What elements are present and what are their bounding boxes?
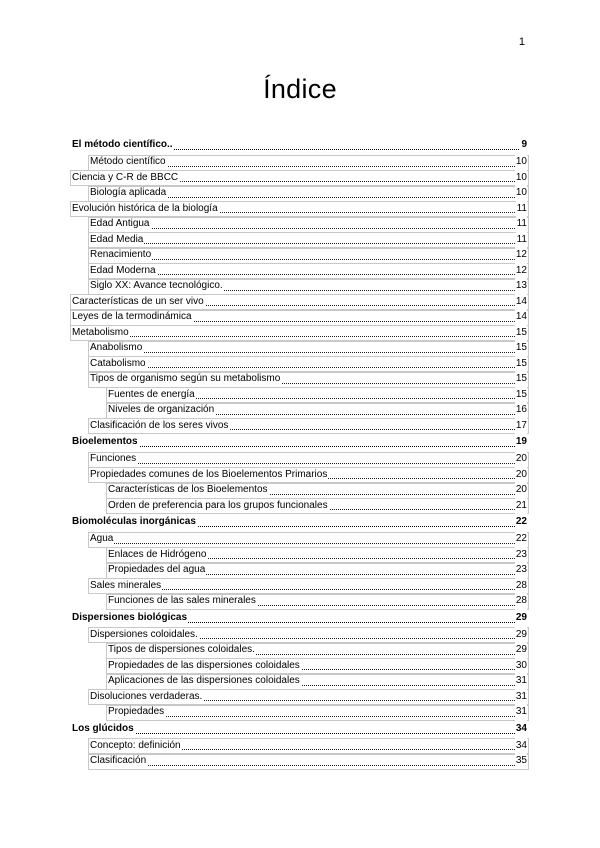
toc-entry-label: Biomoléculas inorgánicas [72, 516, 196, 527]
toc-entry-label: Características de un ser vivo [72, 295, 204, 307]
toc-entry-label: Tipos de organismo según su metabolismo [90, 373, 281, 384]
toc-entry-label: Niveles de organización [108, 404, 215, 415]
toc-entry-page: 16 [515, 402, 527, 418]
toc-entry-label: Dispersiones biológicas [72, 611, 188, 623]
toc-entry-page: 28 [515, 578, 527, 594]
toc-leader-dots [90, 352, 527, 353]
page-title: Índice [263, 74, 337, 104]
toc-entry-label: Enlaces de Hidrógeno [108, 548, 207, 560]
toc-entry[interactable] [72, 513, 527, 531]
toc-entry-page: 28 [515, 593, 527, 609]
toc-entry-page: 13 [515, 278, 527, 294]
toc-link-frame [88, 532, 529, 548]
toc-entry-page: 31 [515, 689, 527, 705]
toc-entry-label: El método científico.. [72, 139, 173, 150]
toc-entry-label: Biología aplicada [90, 187, 167, 198]
toc-leader-dots [72, 733, 527, 734]
toc-leader-dots [90, 463, 527, 464]
toc-entry-label: Leyes de la termodinámica [72, 311, 192, 322]
toc-entry-page: 11 [516, 232, 527, 248]
toc-entry-label: Evolución histórica de la biología [72, 202, 218, 214]
toc-entry-label: Dispersiones coloidales. [90, 628, 198, 640]
toc-leader-dots [90, 243, 527, 244]
toc-leader-dots [90, 228, 527, 229]
toc-entry-page: 14 [515, 294, 527, 310]
toc-entry-label: Orden de preferencia para los grupos funcionales [108, 499, 328, 511]
toc-entry-page: 15 [515, 371, 527, 387]
toc-entry-page: 35 [515, 753, 527, 769]
toc-entry[interactable] [72, 136, 527, 154]
toc-link-frame [88, 232, 529, 248]
toc-entry-label: Funciones de las sales minerales [108, 595, 256, 606]
toc-entry-label: Anabolismo [90, 342, 143, 353]
toc-entry-page: 19 [515, 433, 527, 451]
toc-entry-page: 12 [515, 263, 527, 279]
toc-entry-label: Concepto: definición [90, 739, 181, 751]
toc-link-frame [88, 248, 529, 264]
page-number: 1 [518, 36, 525, 48]
toc-entry-page: 22 [515, 513, 527, 531]
toc-entry-page: 10 [515, 154, 527, 170]
toc-entry-page: 29 [515, 642, 527, 658]
toc-leader-dots [90, 259, 527, 260]
toc-entry-page: 20 [515, 482, 527, 498]
toc-entry-label: Funciones [90, 453, 137, 464]
toc-entry-label: Clasificación de los seres vivos [90, 419, 229, 431]
toc-entry-label: Tipos de dispersiones coloidales. [108, 644, 255, 655]
toc-leader-dots [90, 765, 527, 766]
toc-entry-label: Método científico [90, 156, 166, 167]
toc-entry-page: 21 [515, 498, 527, 514]
toc-entry-page: 11 [516, 201, 527, 217]
toc-entry-page: 34 [515, 720, 527, 738]
toc-link-frame [88, 356, 529, 372]
toc-entry-label: Catabolismo [90, 357, 146, 369]
toc-entry-page: 15 [515, 356, 527, 372]
toc-entry-page: 31 [515, 704, 527, 720]
toc-entry-page: 12 [515, 247, 527, 263]
toc-entry[interactable] [72, 720, 527, 738]
toc-entry-label: Edad Antigua [90, 218, 150, 229]
toc-entry-label: Agua [90, 533, 114, 544]
toc-entry-label: Sales minerales [90, 579, 162, 591]
toc-leader-dots [72, 336, 527, 337]
toc-entry-page: 30 [515, 658, 527, 674]
table-of-contents [72, 136, 527, 769]
toc-entry-page: 23 [515, 562, 527, 578]
toc-entry-page: 34 [515, 738, 527, 754]
toc-entry-label: Propiedades de las dispersiones coloidales [108, 659, 300, 671]
toc-entry-page: 10 [515, 185, 527, 201]
toc-link-frame [88, 341, 529, 357]
toc-entry-page: 20 [515, 451, 527, 467]
toc-entry-label: Disoluciones verdaderas. [90, 690, 203, 702]
toc-entry-label: Propiedades [108, 706, 165, 717]
toc-entry-page: 31 [515, 673, 527, 689]
toc-entry-label: Propiedades comunes de los Bioelementos Primarios [90, 468, 328, 480]
toc-entry-label: Metabolismo [72, 326, 129, 338]
toc-entry[interactable] [72, 609, 527, 627]
toc-entry-page: 9 [520, 136, 527, 154]
toc-entry-page: 10 [515, 170, 527, 186]
toc-entry-label: Clasificación [90, 755, 147, 766]
toc-leader-dots [90, 367, 527, 368]
toc-entry-page: 14 [515, 309, 527, 325]
toc-link-frame [88, 754, 529, 770]
toc-entry-label: Aplicaciones de las dispersiones coloidales [108, 675, 300, 686]
toc-entry-page: 29 [515, 609, 527, 627]
toc-entry-label: Características de los Bioelementos [108, 484, 268, 495]
toc-leader-dots [72, 446, 527, 447]
toc-entry-page: 23 [515, 547, 527, 563]
toc-entry-label: Propiedades del agua [108, 564, 206, 575]
toc-entry-page: 22 [515, 531, 527, 547]
toc-link-frame [70, 325, 529, 341]
toc-entry-page: 15 [515, 340, 527, 356]
toc-entry[interactable] [72, 433, 527, 451]
toc-entry-label: Siglo XX: Avance tecnológico. [90, 280, 223, 291]
toc-link-frame [88, 217, 529, 233]
toc-entry-label: Fuentes de energía [108, 388, 195, 400]
toc-entry-label: Edad Moderna [90, 264, 156, 276]
toc-entry-label: Bioelementos [72, 436, 138, 447]
toc-entry-label: Los glúcidos [72, 722, 134, 734]
toc-entry-page: 20 [515, 467, 527, 483]
toc-leader-dots [90, 543, 527, 544]
toc-entry-page: 29 [515, 627, 527, 643]
toc-entry-page: 17 [515, 418, 527, 434]
toc-leader-dots [108, 716, 527, 717]
toc-entry-page: 11 [516, 216, 527, 232]
toc-link-frame [88, 452, 529, 468]
toc-entry-label: Renacimiento [90, 249, 152, 260]
toc-entry-page: 15 [515, 325, 527, 341]
toc-entry-label: Edad Media [90, 233, 144, 245]
toc-link-frame [106, 705, 529, 721]
toc-entry-page: 15 [515, 387, 527, 403]
toc-entry-label: Ciencia y C-R de BBCC [72, 171, 179, 183]
